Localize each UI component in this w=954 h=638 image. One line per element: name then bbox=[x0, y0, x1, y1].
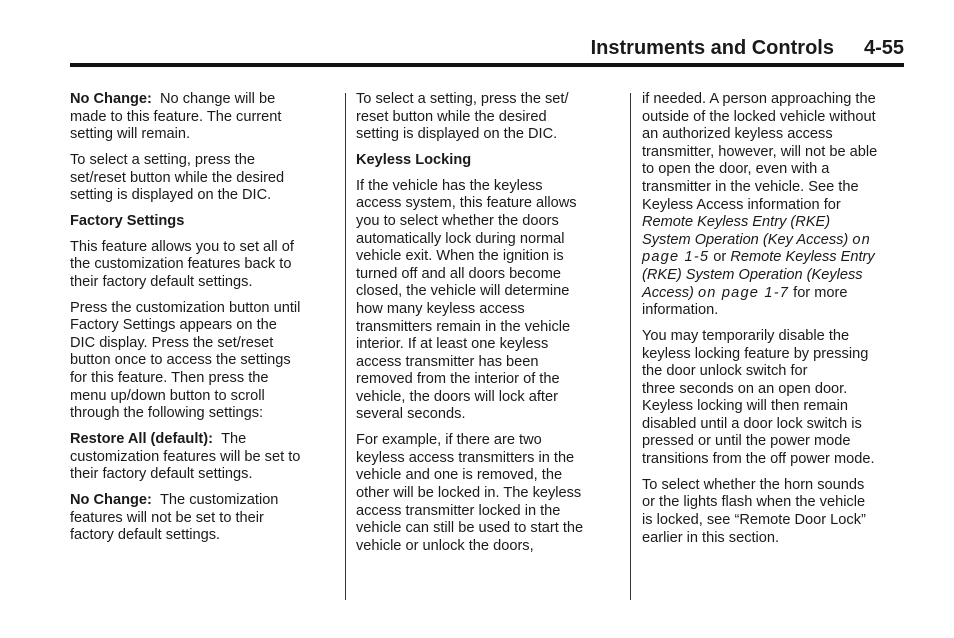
section-title: Instruments and Controls bbox=[590, 37, 834, 59]
text-line: how many keyless access bbox=[356, 300, 525, 317]
paragraph bbox=[356, 432, 618, 555]
text-line: to open the door, even with a bbox=[642, 161, 830, 178]
text-line: removed from the interior of the bbox=[356, 371, 560, 388]
page-header bbox=[70, 37, 904, 65]
paragraph bbox=[642, 477, 908, 547]
text-line: You may temporarily disable the bbox=[642, 327, 850, 344]
text-line: The bbox=[221, 431, 247, 448]
column-1 bbox=[70, 91, 332, 553]
column-divider bbox=[345, 93, 346, 600]
text-line: pressed or until the power mode bbox=[642, 433, 851, 450]
header-rule bbox=[70, 63, 904, 67]
text-line: transmitters remain in the vehicle bbox=[356, 318, 571, 335]
text-line: No change will be bbox=[160, 91, 276, 107]
text-line: access transmitter locked in the bbox=[356, 502, 561, 519]
text-word: for more bbox=[793, 284, 848, 301]
text-line: Keyless locking will then remain bbox=[642, 398, 849, 415]
text-line: turned off and all doors become bbox=[356, 265, 561, 282]
text-line: their factory default settings. bbox=[70, 273, 253, 290]
text-line: menu up/down button to scroll bbox=[70, 387, 265, 404]
text-line: access transmitter has been bbox=[356, 353, 539, 370]
text-line: three seconds on an open door. bbox=[642, 380, 848, 397]
column-divider bbox=[630, 93, 631, 600]
text-line: To select whether the horn sounds bbox=[642, 476, 865, 493]
text-line: transmitter, however, will not be able bbox=[642, 143, 878, 160]
column-3 bbox=[642, 91, 908, 555]
text-line: disabled until a door lock switch is bbox=[642, 415, 862, 432]
text-line: For example, if there are two bbox=[356, 432, 542, 449]
text-line: the door unlock switch for bbox=[642, 363, 808, 380]
text-line: vehicle and one is removed, the bbox=[356, 467, 563, 484]
text-line: keyless locking feature by pressing bbox=[642, 345, 869, 362]
text-line: for this feature. Then press the bbox=[70, 370, 269, 387]
paragraph bbox=[642, 328, 908, 469]
text-word: or bbox=[713, 249, 727, 266]
text-line: automatically lock during normal bbox=[356, 230, 565, 247]
paragraph bbox=[356, 91, 618, 144]
text-line: interior. If at least one keyless bbox=[356, 336, 549, 353]
text-line: made to this feature. The current bbox=[70, 108, 282, 125]
text-line: vehicle exit. When the ignition is bbox=[356, 248, 564, 265]
paragraph bbox=[642, 91, 908, 320]
text-line: button once to access the settings bbox=[70, 352, 291, 369]
text-line: transitions from the off power mode. bbox=[642, 451, 875, 468]
text-line: several seconds. bbox=[356, 406, 466, 423]
text-line: This feature allows you to set all of bbox=[70, 238, 294, 255]
term-label: No Change: bbox=[70, 91, 152, 107]
text-line: an authorized keyless access bbox=[642, 126, 833, 143]
text-line: vehicle, the doors will lock after bbox=[356, 388, 558, 405]
text-line: Keyless Access information for bbox=[642, 196, 841, 213]
paragraph bbox=[356, 178, 618, 424]
text-line: To select a setting, press the bbox=[70, 151, 255, 168]
paragraph bbox=[70, 239, 332, 292]
cross-reference-link[interactable]: Remote Keyless Entry (RKE) bbox=[642, 214, 831, 231]
header-title bbox=[591, 37, 904, 60]
text-line: set/reset button while the desired bbox=[70, 169, 285, 186]
text-line: setting is displayed on the DIC. bbox=[356, 126, 558, 143]
text-line: Factory Settings appears on the bbox=[70, 317, 277, 334]
paragraph bbox=[70, 300, 332, 423]
text-line: through the following settings: bbox=[70, 405, 264, 422]
term-label: No Change: bbox=[70, 492, 152, 508]
text-line: transmitter in the vehicle. See the bbox=[642, 178, 859, 195]
paragraph bbox=[70, 152, 332, 205]
page-reference: on bbox=[852, 231, 871, 248]
text-line: earlier in this section. bbox=[642, 529, 780, 546]
text-line: other will be locked in. The keyless bbox=[356, 485, 582, 502]
text-line: setting will remain. bbox=[70, 126, 191, 143]
text-line: Press the customization button until bbox=[70, 299, 301, 316]
page-number: 4-55 bbox=[863, 37, 904, 59]
text-line: factory default settings. bbox=[70, 527, 221, 544]
paragraph bbox=[70, 91, 332, 144]
text-line: you to select whether the doors bbox=[356, 212, 559, 229]
text-line: is locked, see “Remote Door Lock” bbox=[642, 512, 866, 529]
page-reference[interactable]: on page 1-7 bbox=[697, 284, 790, 301]
text-line: To select a setting, press the set/ bbox=[356, 91, 569, 107]
text-line: the customization features back to bbox=[70, 256, 292, 273]
text-line: access system, this feature allows bbox=[356, 195, 577, 212]
text-line: their factory default settings. bbox=[70, 466, 253, 483]
cross-reference-link[interactable]: Remote Keyless Entry bbox=[730, 249, 875, 266]
cross-reference-link[interactable]: Access) bbox=[642, 284, 694, 301]
text-line: If the vehicle has the keyless bbox=[356, 177, 543, 194]
paragraph bbox=[70, 492, 332, 545]
text-line: keyless access transmitters in the bbox=[356, 449, 575, 466]
text-line: customization features will be set to bbox=[70, 448, 301, 465]
column-2 bbox=[356, 91, 618, 564]
text-line: features will not be set to their bbox=[70, 509, 264, 526]
text-line: setting is displayed on the DIC. bbox=[70, 187, 272, 204]
text-line: vehicle can still be used to start the bbox=[356, 520, 584, 537]
text-line: reset button while the desired bbox=[356, 108, 547, 125]
text-line: closed, the vehicle will determine bbox=[356, 283, 570, 300]
term-label: Restore All (default): bbox=[70, 431, 213, 448]
text-line: if needed. A person approaching the bbox=[642, 91, 876, 107]
text-line: information. bbox=[642, 302, 719, 319]
text-line: vehicle or unlock the doors, bbox=[356, 537, 534, 554]
text-line: The customization bbox=[160, 492, 279, 508]
cross-reference-link[interactable]: System Operation (Key Access) bbox=[642, 231, 849, 248]
text-line: outside of the locked vehicle without bbox=[642, 108, 876, 125]
cross-reference-link[interactable]: (RKE) System Operation (Keyless bbox=[642, 266, 863, 283]
text-line: or the lights flash when the vehicle bbox=[642, 494, 866, 511]
text-line: DIC display. Press the set/reset bbox=[70, 334, 274, 351]
paragraph bbox=[70, 431, 332, 484]
subheading: Keyless Locking bbox=[356, 151, 472, 168]
page-reference[interactable]: page 1-5 bbox=[642, 249, 710, 266]
subheading: Factory Settings bbox=[70, 212, 185, 229]
